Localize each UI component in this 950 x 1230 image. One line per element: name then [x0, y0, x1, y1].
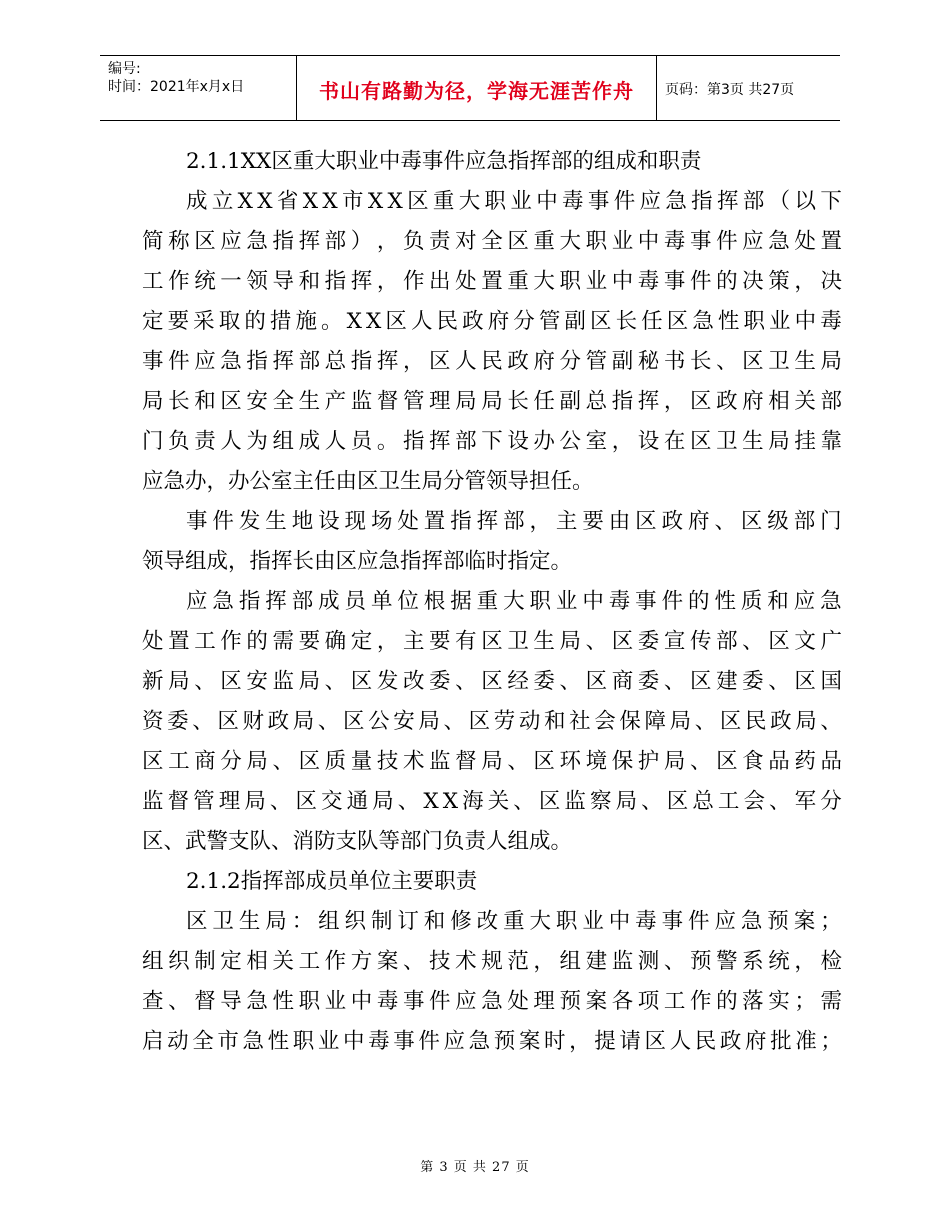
- text-line: 区 卫 生 局 ： 组 织 制 订 和 修 改 重 大 职 业 中 毒 事 件 应 急 预 案 ；: [186, 909, 842, 934]
- text-line: 定 要 采 取 的 措 施 。 X X 区 人 民 政 府 分 管 副 区 长 任 区 急 性 职 业 中 毒: [142, 309, 842, 334]
- text-line: 启 动 全 市 急 性 职 业 中 毒 事 件 应 急 预 案 时 ， 提 请 区 人 民 政 府 批 准 ；: [142, 1029, 842, 1054]
- text-line: 区、武警支队、消防支队等部门负责人组成。: [142, 829, 573, 854]
- text-line: 事 件 应 急 指 挥 部 总 指 挥 ， 区 人 民 政 府 分 管 副 秘 书 长 、 区 卫 生 局: [142, 349, 842, 374]
- time-label: 时间：2021年x月x日: [108, 79, 245, 95]
- text-line: 工 作 统 一 领 导 和 指 挥 ， 作 出 处 置 重 大 职 业 中 毒 事 件 的 决 策 ， 决: [142, 269, 842, 294]
- text-line: 应急办，办公室主任由区卫生局分管领导担任。: [142, 469, 594, 494]
- text-line: 领导组成，指挥长由区应急指挥部临时指定。: [142, 549, 573, 574]
- text-line: 局 长 和 区 安 全 生 产 监 督 管 理 局 局 长 任 副 总 指 挥 ， 区 政 府 相 关 部: [142, 389, 842, 414]
- text-line: 查 、 督 导 急 性 职 业 中 毒 事 件 应 急 处 理 预 案 各 项 工 作 的 落 实 ； 需: [142, 989, 842, 1014]
- page-footer: 第 3 页 共 27 页: [420, 1160, 530, 1175]
- page-header: [100, 55, 840, 121]
- text-line: 监 督 管 理 局 、 区 交 通 局 、 X X 海 关 、 区 监 察 局 、 区 总 工 会 、 军 分: [142, 789, 842, 814]
- text-line: 成 立 X X 省 X X 市 X X 区 重 大 职 业 中 毒 事 件 应 急 指 挥 部 （ 以 下: [186, 189, 842, 214]
- text-line: 事 件 发 生 地 设 现 场 处 置 指 挥 部 ， 主 要 由 区 政 府 、 区 级 部 门: [186, 509, 842, 534]
- text-line: 处 置 工 作 的 需 要 确 定 ， 主 要 有 区 卫 生 局 、 区 委 宣 传 部 、 区 文 广: [142, 629, 842, 654]
- text-line: 区 工 商 分 局 、 区 质 量 技 术 监 督 局 、 区 环 境 保 护 局 、 区 食 品 药 品: [142, 749, 842, 774]
- header-motto: 书山有路勤为径，学海无涯苦作舟: [297, 56, 657, 120]
- text-line: 2.1.2指挥部成员单位主要职责: [186, 869, 478, 894]
- text-line: 组 织 制 定 相 关 工 作 方 案 、 技 术 规 范 ， 组 建 监 测 、 预 警 系 统 ， 检: [142, 949, 842, 974]
- text-line: 简 称 区 应 急 指 挥 部 ） ， 负 责 对 全 区 重 大 职 业 中 毒 事 件 应 急 处 置: [142, 229, 842, 254]
- text-line: 应 急 指 挥 部 成 员 单 位 根 据 重 大 职 业 中 毒 事 件 的 性 质 和 应 急: [186, 589, 842, 614]
- header-page-info: 页码：第3页 共27页: [665, 82, 795, 98]
- header-meta-cell: [100, 56, 297, 120]
- text-line: 新 局 、 区 安 监 局 、 区 发 改 委 、 区 经 委 、 区 商 委 、 区 建 委 、 区 国: [142, 669, 842, 694]
- text-line: 2.1.1XX区重大职业中毒事件应急指挥部的组成和职责: [186, 149, 702, 174]
- text-line: 门 负 责 人 为 组 成 人 员 。 指 挥 部 下 设 办 公 室 ， 设 在 区 卫 生 局 挂 靠: [142, 429, 842, 454]
- document-body: [142, 142, 842, 1062]
- text-line: 资 委 、 区 财 政 局 、 区 公 安 局 、 区 劳 动 和 社 会 保 障 局 、 区 民 政 局 、: [142, 709, 842, 734]
- serial-label: 编号:: [108, 61, 141, 77]
